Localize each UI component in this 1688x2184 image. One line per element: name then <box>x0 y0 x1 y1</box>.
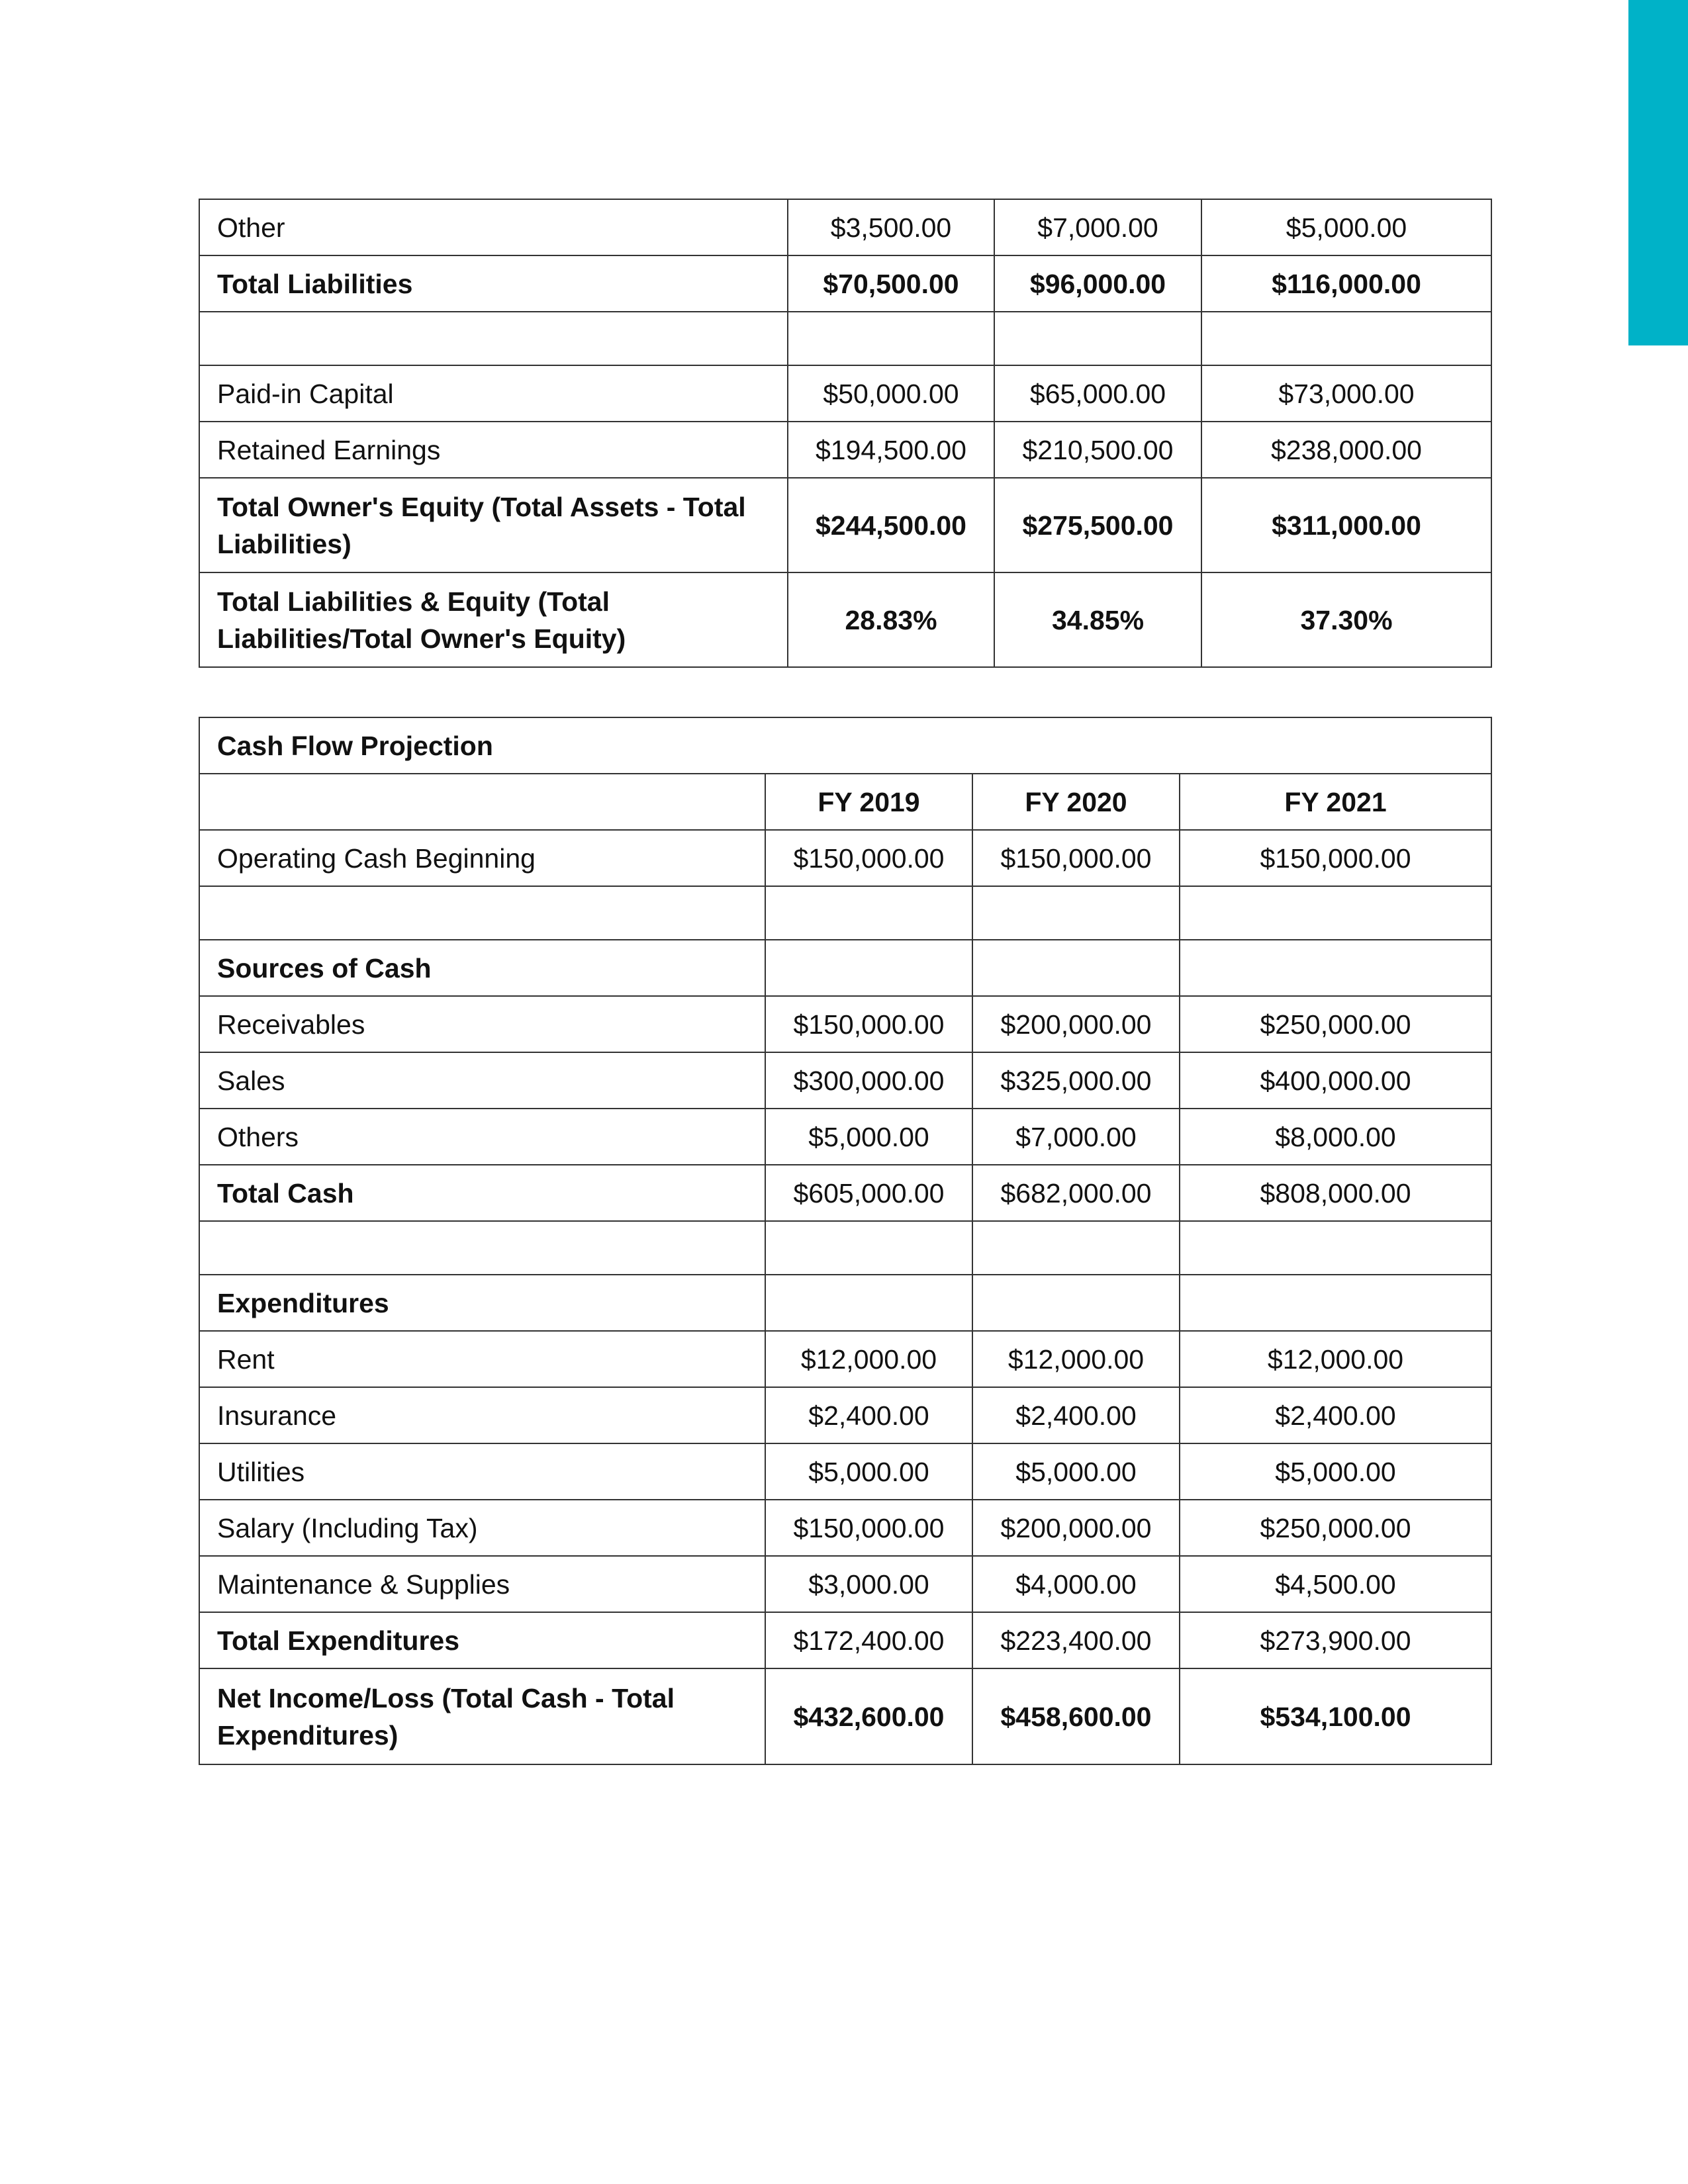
column-header: FY 2020 <box>972 774 1180 830</box>
value-cell <box>1180 886 1491 940</box>
value-cell: $5,000.00 <box>972 1443 1180 1500</box>
table-row <box>199 199 1491 255</box>
row-label: Rent <box>199 1331 765 1387</box>
row-label: Insurance <box>199 1387 765 1443</box>
row-label: Paid-in Capital <box>199 365 788 422</box>
table-row <box>199 478 1491 572</box>
value-cell: $210,500.00 <box>994 422 1201 478</box>
value-cell <box>788 312 994 365</box>
value-cell: $200,000.00 <box>972 1500 1180 1556</box>
row-label: Receivables <box>199 996 765 1052</box>
value-cell <box>765 1221 972 1275</box>
value-cell: $458,600.00 <box>972 1668 1180 1764</box>
value-cell: $5,000.00 <box>765 1443 972 1500</box>
value-cell: $8,000.00 <box>1180 1109 1491 1165</box>
row-label: Others <box>199 1109 765 1165</box>
section-label: Expenditures <box>199 1275 765 1331</box>
table-row <box>199 1052 1491 1109</box>
value-cell: $150,000.00 <box>972 830 1180 886</box>
value-cell: $5,000.00 <box>765 1109 972 1165</box>
row-label: Total Expenditures <box>199 1612 765 1668</box>
table-row <box>199 572 1491 667</box>
table-row <box>199 886 1491 940</box>
value-cell: $12,000.00 <box>1180 1331 1491 1387</box>
value-cell <box>765 940 972 996</box>
value-cell: $4,000.00 <box>972 1556 1180 1612</box>
value-cell: $150,000.00 <box>765 996 972 1052</box>
value-cell: $4,500.00 <box>1180 1556 1491 1612</box>
value-cell <box>1180 1221 1491 1275</box>
value-cell: 34.85% <box>994 572 1201 667</box>
table-row <box>199 1221 1491 1275</box>
value-cell <box>765 886 972 940</box>
balance-sheet-table <box>199 199 1492 668</box>
value-cell <box>1201 312 1491 365</box>
value-cell: $325,000.00 <box>972 1052 1180 1109</box>
table-title-row <box>199 717 1491 774</box>
value-cell: $605,000.00 <box>765 1165 972 1221</box>
value-cell: $300,000.00 <box>765 1052 972 1109</box>
row-label <box>199 312 788 365</box>
row-label: Total Liabilities & Equity (Total Liabilities/Total Owner's Equity) <box>199 572 788 667</box>
value-cell: $275,500.00 <box>994 478 1201 572</box>
value-cell: $250,000.00 <box>1180 1500 1491 1556</box>
table-row <box>199 1109 1491 1165</box>
value-cell: $96,000.00 <box>994 255 1201 312</box>
row-label <box>199 1221 765 1275</box>
value-cell: 28.83% <box>788 572 994 667</box>
table-title: Cash Flow Projection <box>199 717 1491 774</box>
row-label: Utilities <box>199 1443 765 1500</box>
value-cell: $150,000.00 <box>1180 830 1491 886</box>
value-cell: $2,400.00 <box>1180 1387 1491 1443</box>
table-row <box>199 940 1491 996</box>
value-cell: $150,000.00 <box>765 1500 972 1556</box>
value-cell: $3,500.00 <box>788 199 994 255</box>
table-row <box>199 1387 1491 1443</box>
value-cell: $2,400.00 <box>765 1387 972 1443</box>
row-label: Retained Earnings <box>199 422 788 478</box>
table-row <box>199 422 1491 478</box>
value-cell: $172,400.00 <box>765 1612 972 1668</box>
value-cell: $12,000.00 <box>972 1331 1180 1387</box>
column-header: FY 2021 <box>1180 774 1491 830</box>
value-cell: $250,000.00 <box>1180 996 1491 1052</box>
section-label: Sources of Cash <box>199 940 765 996</box>
table-row <box>199 1556 1491 1612</box>
column-header: FY 2019 <box>765 774 972 830</box>
table-row <box>199 1275 1491 1331</box>
value-cell: $400,000.00 <box>1180 1052 1491 1109</box>
table-row <box>199 1443 1491 1500</box>
value-cell: $311,000.00 <box>1201 478 1491 572</box>
value-cell: $7,000.00 <box>972 1109 1180 1165</box>
value-cell <box>972 886 1180 940</box>
value-cell: $200,000.00 <box>972 996 1180 1052</box>
value-cell: $194,500.00 <box>788 422 994 478</box>
table-row <box>199 1668 1491 1764</box>
value-cell <box>972 1275 1180 1331</box>
row-label <box>199 886 765 940</box>
table-row <box>199 312 1491 365</box>
accent-tab <box>1628 0 1688 345</box>
value-cell <box>972 940 1180 996</box>
value-cell: $2,400.00 <box>972 1387 1180 1443</box>
row-label: Total Owner's Equity (Total Assets - Total Liabilities) <box>199 478 788 572</box>
value-cell: $5,000.00 <box>1180 1443 1491 1500</box>
table-row <box>199 1612 1491 1668</box>
value-cell: $73,000.00 <box>1201 365 1491 422</box>
table-row <box>199 1331 1491 1387</box>
row-label: Sales <box>199 1052 765 1109</box>
value-cell: $682,000.00 <box>972 1165 1180 1221</box>
value-cell: $3,000.00 <box>765 1556 972 1612</box>
value-cell <box>765 1275 972 1331</box>
value-cell: $65,000.00 <box>994 365 1201 422</box>
row-label: Operating Cash Beginning <box>199 830 765 886</box>
value-cell <box>1180 1275 1491 1331</box>
table-row <box>199 1165 1491 1221</box>
value-cell: $50,000.00 <box>788 365 994 422</box>
table-row <box>199 255 1491 312</box>
value-cell: $70,500.00 <box>788 255 994 312</box>
value-cell <box>1180 940 1491 996</box>
table-row <box>199 365 1491 422</box>
value-cell: $244,500.00 <box>788 478 994 572</box>
row-label: Total Cash <box>199 1165 765 1221</box>
row-label: Maintenance & Supplies <box>199 1556 765 1612</box>
row-label: Net Income/Loss (Total Cash - Total Expenditures) <box>199 1668 765 1764</box>
value-cell <box>972 1221 1180 1275</box>
value-cell: $7,000.00 <box>994 199 1201 255</box>
table-row <box>199 996 1491 1052</box>
table-row <box>199 830 1491 886</box>
table-row <box>199 1500 1491 1556</box>
value-cell: $223,400.00 <box>972 1612 1180 1668</box>
value-cell: $5,000.00 <box>1201 199 1491 255</box>
value-cell: $432,600.00 <box>765 1668 972 1764</box>
row-label: Other <box>199 199 788 255</box>
value-cell <box>994 312 1201 365</box>
value-cell: 37.30% <box>1201 572 1491 667</box>
header-empty-cell <box>199 774 765 830</box>
cash-flow-table <box>199 717 1492 1765</box>
value-cell: $238,000.00 <box>1201 422 1491 478</box>
value-cell: $273,900.00 <box>1180 1612 1491 1668</box>
value-cell: $534,100.00 <box>1180 1668 1491 1764</box>
value-cell: $150,000.00 <box>765 830 972 886</box>
table-header-row <box>199 774 1491 830</box>
value-cell: $116,000.00 <box>1201 255 1491 312</box>
row-label: Total Liabilities <box>199 255 788 312</box>
value-cell: $12,000.00 <box>765 1331 972 1387</box>
row-label: Salary (Including Tax) <box>199 1500 765 1556</box>
value-cell: $808,000.00 <box>1180 1165 1491 1221</box>
